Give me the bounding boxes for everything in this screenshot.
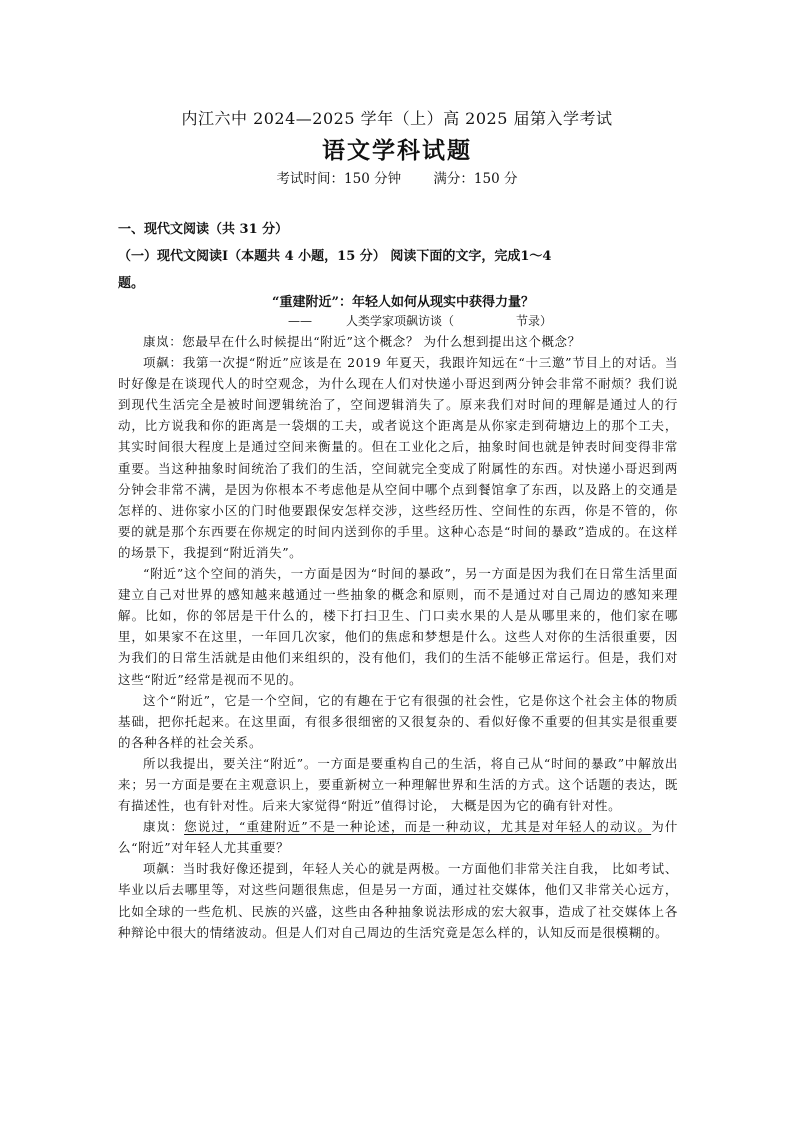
paragraph-4: 这个“附近”，它是一个空间，它的有趣在于它有很强的社会性，它是你这个社会主体的物质基础，把你托起来。在这里面，有很多很细密的又很复杂的、看似好像不重要的但其实是很重要的各种各样的社会关系。 (118, 692, 678, 750)
paragraph-6 (118, 816, 678, 858)
exam-info (0, 167, 794, 187)
paragraph-5: 所以我提出，要关注“附近”。一方面是要重构自己的生活，将自己从“时间的暴政”中解放出来；另一方面是要在主观意识上，要重新树立一种理解世界和生活的方式。这个话题的表达，既有描述性，也有针对性。后来大家觉得“附近”值得讨论， 大概是因为它的确有针对性。 (118, 755, 678, 814)
article-source-line (288, 312, 552, 329)
speaker-label: 康岚： (143, 819, 185, 835)
source-text: 人类学家项飙访谈（ (346, 314, 455, 328)
full-score: 满分：150 分 (433, 171, 518, 187)
sub-section-heading: （一）现代文阅读Ⅰ（本题共 4 小题，15 分） 阅读下面的文字，完成1～4 题。 (118, 249, 552, 291)
question-text: 为什么“附近”对年轻人尤其重要？ (118, 819, 678, 856)
article-title: “重建附近”：年轻人如何从现实中获得力量？ (272, 295, 534, 310)
paragraph-2: 项飙：我第一次提“附近”应该是在 2019 年夏天，我跟许知远在“十三邀”节目上的对话。当时好像是在谈现代人的时空观念，为什么现在人们对快递小哥迟到两分钟会非常不耐烦？我们说到现代生活完全是被时间逻辑统治了，空间逻辑消失了。原来我们对时间的理解是通过人的行动，比方说我和你的距离是一袋烟的工夫，或者说这个距离是从你家走到荷塘边上的那个工夫，其实时间很大程度上是通过空间来衡量的。但在工业化之后，抽象时间也就是钟表时间变得非常重要。当这种抽象时间统治了我们的生活，空间就完全变成了附属性的东西。对快递小哥迟到两分钟会非常不满，是因为你根本不考虑他是从空间中哪个点到餐馆拿了东西，以及路上的交通是怎样的、进你家小区的门时他要跟保安怎样交涉，这些经历性、空间性的东西，你是不管的，你要的就是那个东西要在你规定的时间内送到你的手里。这种心态是“时间的暴政”造成的。在这样的场景下，我提到“附近消失”。 (118, 355, 678, 560)
exam-time: 考试时间：150 分钟 (276, 171, 402, 187)
school-exam-line: 内江六中 2024—2025 学年（上）高 2025 届第入学考试 (181, 109, 613, 128)
underlined-sentence: 您说过，“重建附近”不是一种论述，而是一种动议，尤其是对年轻人的动议。 (184, 819, 652, 835)
paragraph-7: 项飙：当时我好像还提到，年轻人关心的就是两极。一方面他们非常关注自我， 比如考试、毕业以后去哪里等，对这些问题很焦虑，但是另一方面，通过社交媒体，他们又非常关心远方，比如全球的一些危机、民族的兴盛，这些由各种抽象说法形成的宏大叙事，造成了社交媒体上各种辩论中很大的情绪波动。但是人们对自己周边的生活究竟是怎么样的，认知反而是很模糊的。 (118, 861, 678, 940)
source-dash: —— (288, 314, 312, 328)
paragraph-1: 康岚：您最早在什么时候提出“附近”这个概念？ 为什么想到提出这个概念？ (143, 334, 581, 349)
page-title: 语文学科试题 (322, 137, 472, 164)
article-body (118, 331, 678, 943)
paragraph-3: “附近”这个空间的消失，一方面是因为“时间的暴政”，另一方面是因为我们在日常生活里面建立自己对世界的感知越来越通过一些抽象的概念和原则，而不是通过对自己周边的感知来理解。比如，你的邻居是干什么的，楼下打扫卫生、门口卖水果的人是从哪里来的，他们家在哪里，如果家不在这里，一年回几次家，他们的焦虑和梦想是什么。这些人对你的生活很重要，因为我们的日常生活就是由他们来组织的，没有他们，我们的生活不能够正常运行。但是，我们对这些“附近”经常是视而不见的。 (118, 566, 678, 687)
source-end: 节录） (516, 314, 553, 328)
section-heading: 一、现代文阅读（共 31 分） (118, 222, 289, 237)
